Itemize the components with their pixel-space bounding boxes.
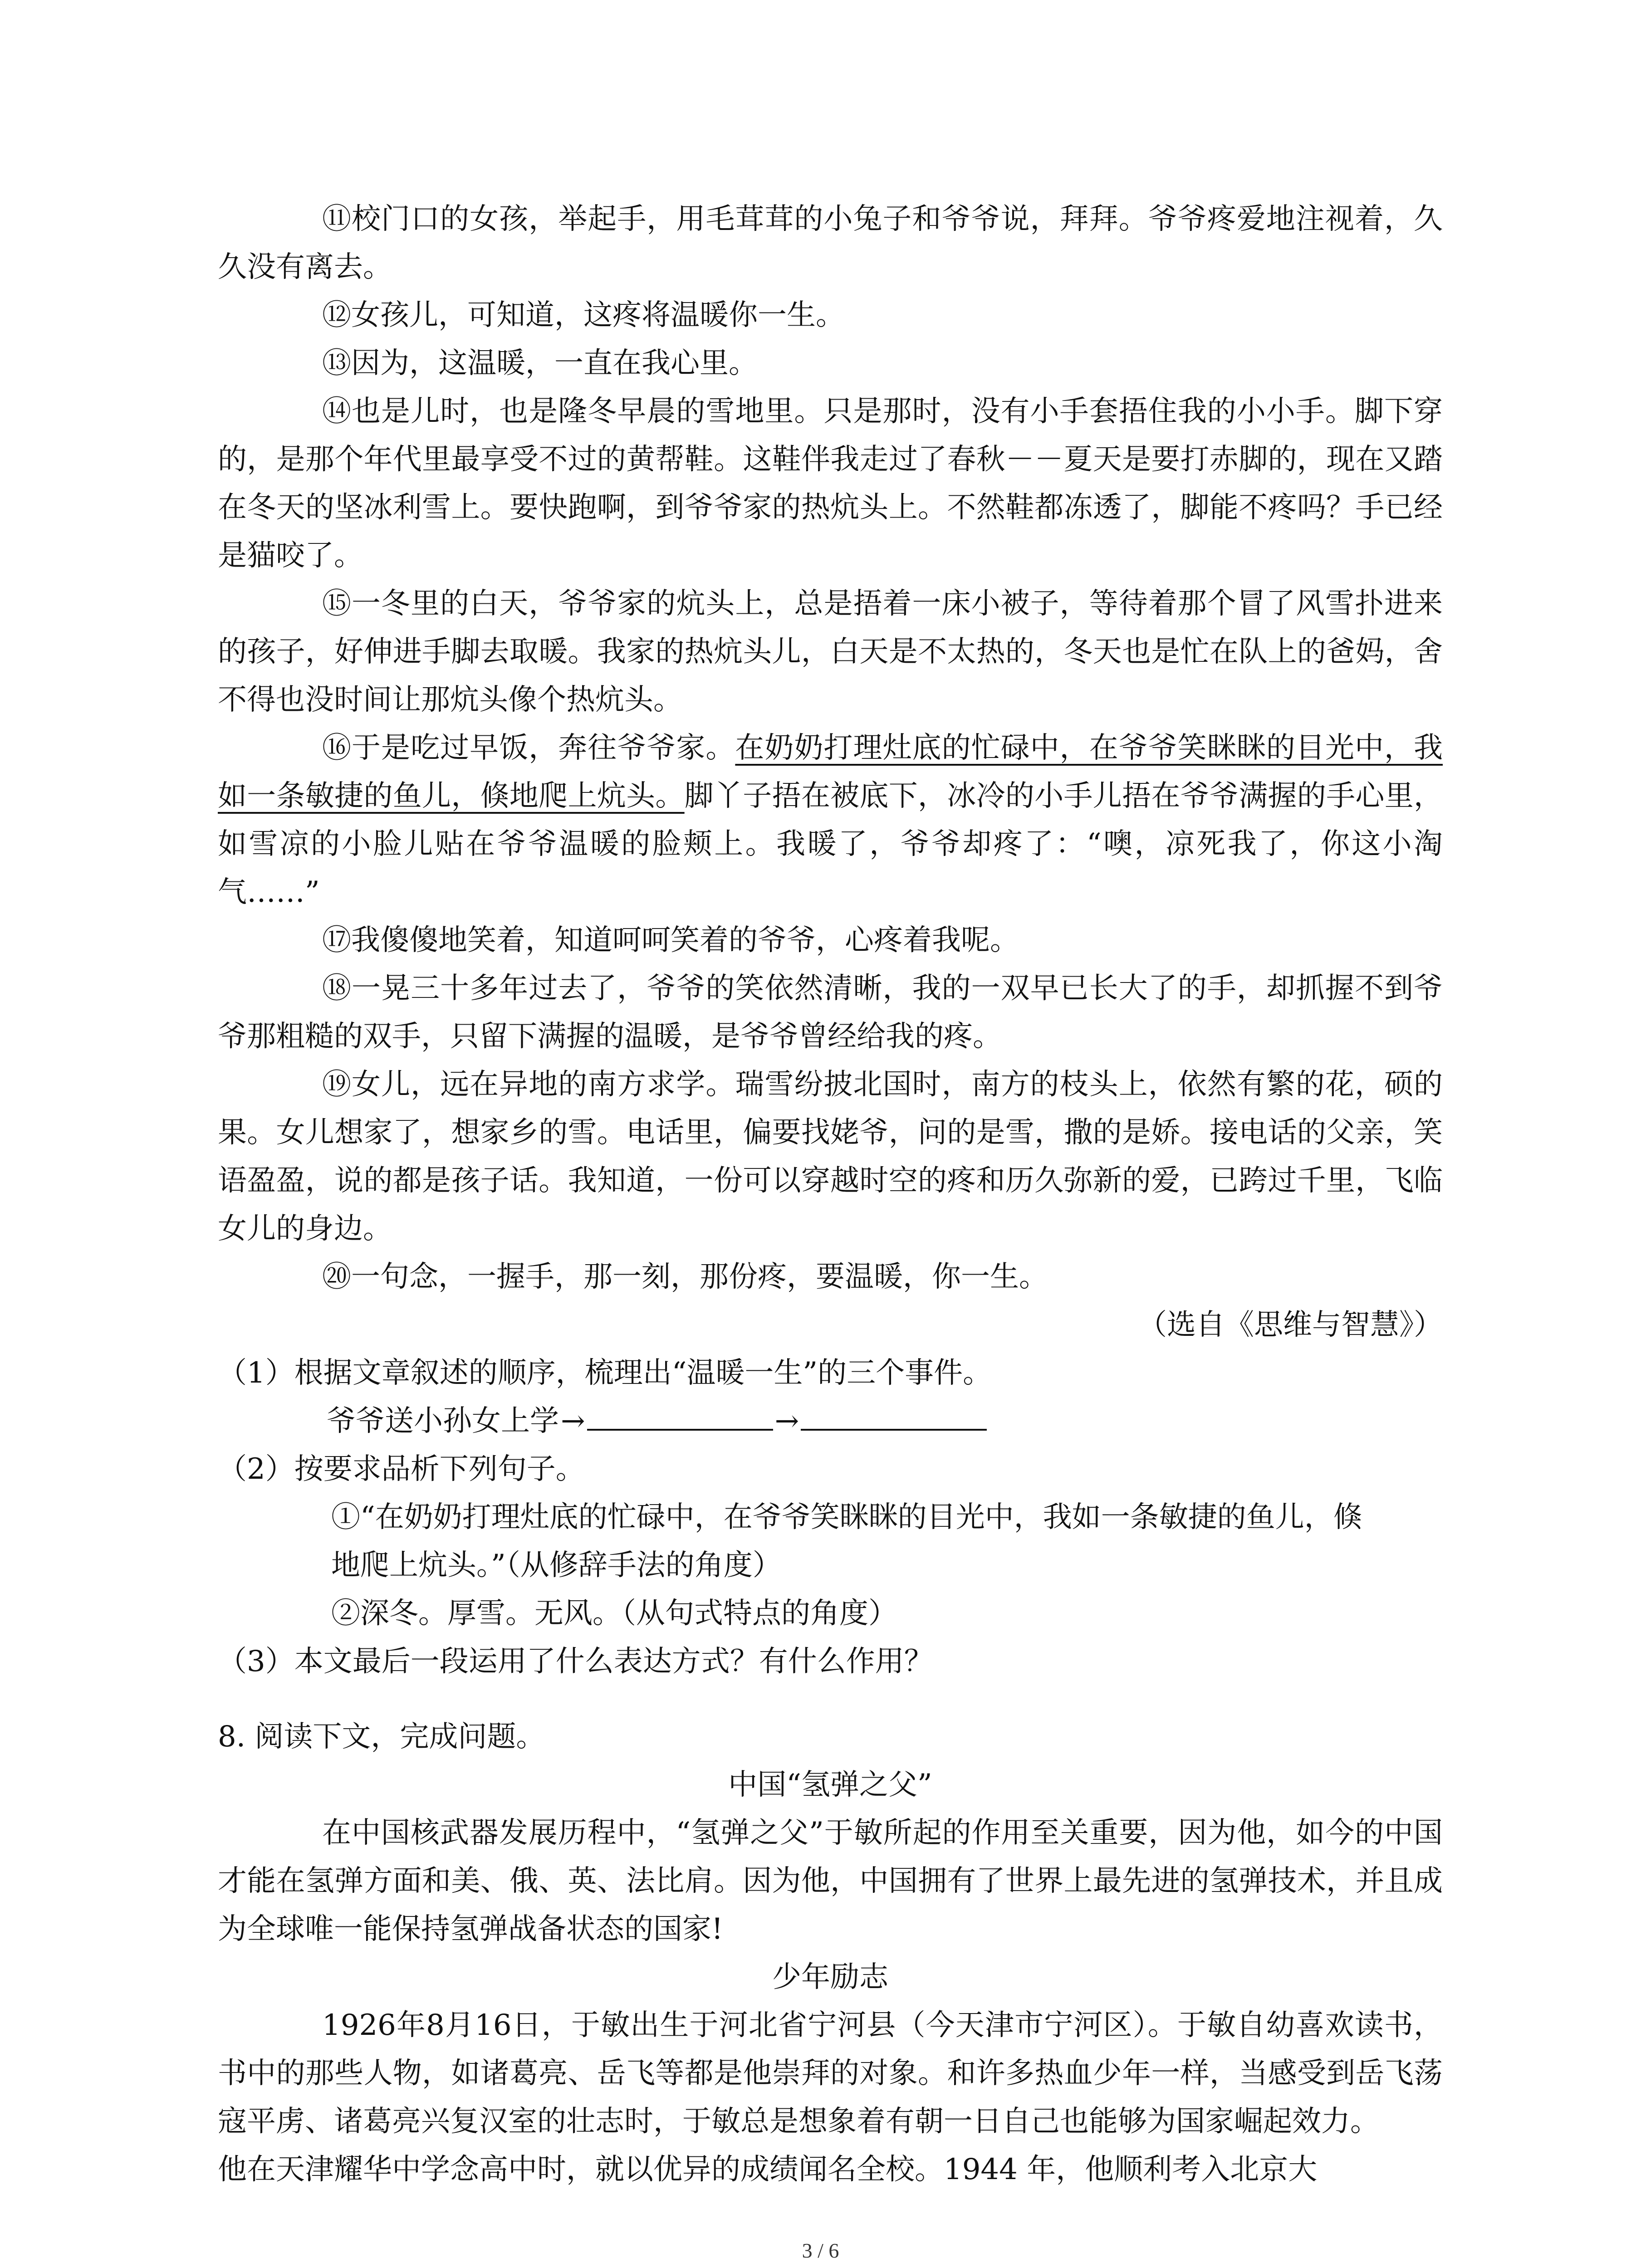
article-title: 中国“氢弹之父”	[728, 1768, 932, 1802]
paragraph-14: ⑭也是儿时，也是隆冬早晨的雪地里。只是那时，没有小手套捂住我的小小手。脚下穿的，是那个年代里最享受不过的黄帮鞋。这鞋伴我走过了春秋－－夏天是要打赤脚的，现在又踏在冬天的坚冰利雪上。要快跑啊，到爷爷家的热炕头上。不然鞋都冻透了，脚能不疼吗？手已经是猫咬了。	[218, 395, 1443, 572]
paragraph-11: ⑪校门口的女孩，举起手，用毛茸茸的小兔子和爷爷说，拜拜。爷爷疼爱地注视着，久久没有离去。	[218, 202, 1443, 284]
paragraph-17: ⑰我傻傻地笑着，知道呵呵笑着的爷爷，心疼着我呢。	[322, 924, 1019, 957]
question-2-1-line2: 地爬上炕头。”（从修辞手法的角度）	[331, 1549, 782, 1582]
article-paragraph-2: 他在天津耀华中学念高中时，就以优异的成绩闻名全校。1944 年，他顺利考入北京大	[218, 2153, 1318, 2186]
source-citation: （选自《思维与智慧》）	[1138, 1308, 1443, 1342]
page-number: 3 / 6	[802, 2239, 839, 2262]
paragraph-16-after: 脚丫子捂在被底下，冰冷的小手儿捂在爷爷满握的手心里，如雪凉的小脸儿贴在爷爷温暖的脸颊上。我暖了，爷爷却疼了：“噢，凉死我了，你这小淘气……”	[218, 779, 1443, 909]
question-2: （2）按要求品析下列句子。	[218, 1452, 585, 1486]
article-paragraph-1: 1926年8月16日，于敏出生于河北省宁河县（今天津市宁河区）。于敏自幼喜欢读书，书中的那些人物，如诸葛亮、岳飞等都是他崇拜的对象。和许多热血少年一样，当感受到岳飞荡寇平虏、诸葛亮兴复汉室的壮志时，于敏总是想象着有朝一日自己也能够为国家崛起效力。	[218, 2009, 1443, 2138]
paragraph-16-before: ⑯于是吃过早饭，奔往爷爷家。	[322, 731, 735, 765]
paragraph-12: ⑫女孩儿，可知道，这疼将温暖你一生。	[322, 298, 845, 332]
answer-blank-1[interactable]	[587, 1400, 773, 1431]
paragraph-16-underlined: 在奶奶打理灶底的忙碌中，在爷爷笑眯眯的目光中，我如一条敏捷的鱼儿，倏地爬上炕头。	[218, 731, 1443, 813]
question-2-1-line1: ①“在奶奶打理灶底的忙碌中，在爷爷笑眯眯的目光中，我如一条敏捷的鱼儿，倏	[331, 1501, 1362, 1534]
article-intro: 在中国核武器发展历程中，“氢弹之父”于敏所起的作用至关重要，因为他，如今的中国才能在氢弹方面和美、俄、英、法比肩。因为他，中国拥有了世界上最先进的氢弹技术，并且成为全球唯一能保持氢弹战备状态的国家!	[218, 1816, 1443, 1946]
arrow-2: →	[774, 1404, 799, 1438]
question-1-chain	[218, 1397, 1443, 1445]
paragraph-13: ⑬因为，这温暖，一直在我心里。	[322, 347, 758, 380]
section-8-heading: 8. 阅读下文，完成问题。	[218, 1720, 545, 1754]
paragraph-19: ⑲女儿，远在异地的南方求学。瑞雪纷披北国时，南方的枝头上，依然有繁的花，硕的果。女儿想家了，想家乡的雪。电话里，偏要找姥爷，问的是雪，撒的是娇。接电话的父亲，笑语盈盈，说的都是孩子话。我知道，一份可以穿越时空的疼和历久弥新的爱，已跨过千里，飞临女儿的身边。	[218, 1068, 1443, 1246]
question-1: （1）根据文章叙述的顺序，梳理出“温暖一生”的三个事件。	[218, 1356, 992, 1390]
section-gap	[218, 1686, 1443, 1713]
answer-blank-2[interactable]	[801, 1400, 987, 1431]
paragraph-18: ⑱一晃三十多年过去了，爷爷的笑依然清晰，我的一双早已长大了的手，却抓握不到爷爷那粗糙的双手，只留下满握的温暖，是爷爷曾经给我的疼。	[218, 972, 1443, 1053]
question-2-2: ②深冬。厚雪。无风。（从句式特点的角度）	[331, 1597, 897, 1630]
paragraph-15: ⑮一冬里的白天，爷爷家的炕头上，总是捂着一床小被子，等待着那个冒了风雪扑进来的孩子，好伸进手脚去取暖。我家的热炕头儿，白天是不太热的，冬天也是忙在队上的爸妈，舍不得也没时间让那炕头像个热炕头。	[218, 587, 1443, 717]
article-subtitle: 少年励志	[772, 1960, 888, 1994]
question-3: （3）本文最后一段运用了什么表达方式？有什么作用？	[218, 1645, 933, 1678]
chain-start: 爷爷送小孙女上学	[327, 1404, 559, 1438]
document-page	[218, 195, 1443, 2194]
paragraph-20: ⑳一句念，一握手，那一刻，那份疼，要温暖，你一生。	[322, 1260, 1048, 1294]
paragraph-16	[218, 724, 1443, 916]
arrow-1: →	[561, 1404, 585, 1438]
